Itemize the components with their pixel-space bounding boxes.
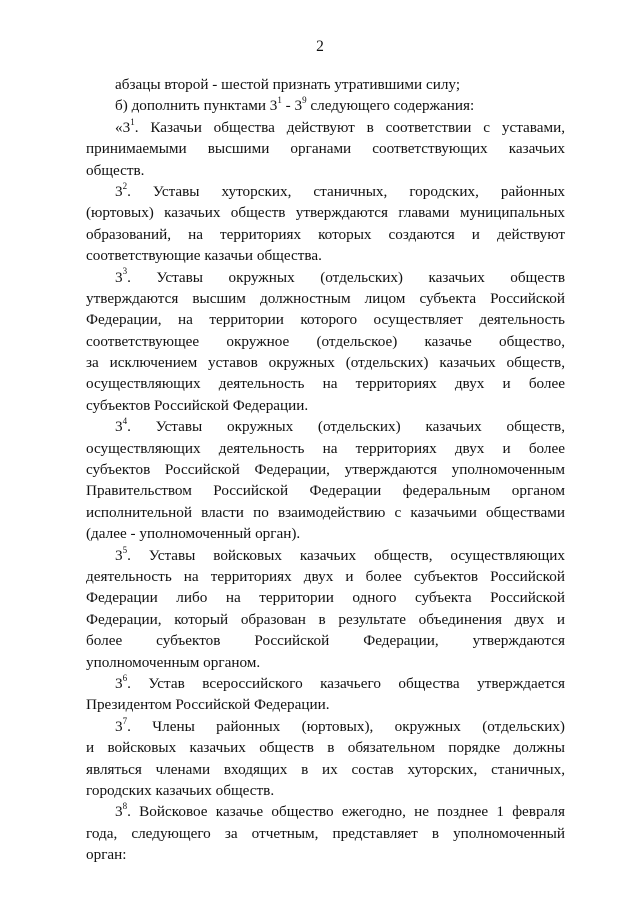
text-line: Президентом Российской Федерации.	[86, 696, 330, 714]
text-line: Федерации, который образован в результате объединения двух и	[86, 610, 565, 628]
text-line: исполнительной власти по взаимодействию с казачьими обществами	[86, 503, 565, 521]
text-line: соответствующие казачьи общества.	[86, 247, 322, 265]
text-line: принимаемыми высшими органами соответствующих казачьих	[86, 140, 565, 158]
text-line: соответствующее окружное (отдельское) казачье общество,	[86, 332, 565, 350]
text-line: и войсковых казачьих обществ в обязательном порядке должны	[86, 739, 565, 757]
text-line: $3^4$. Уставы окружных (отдельских) казачьих обществ,	[115, 416, 565, 436]
text-line: $3^5$. Уставы войсковых казачьих обществ, осуществляющих	[115, 544, 565, 564]
text-line: Федерации либо на территории одного субъекта Российской	[86, 589, 565, 607]
text-line: более субъектов Российской Федерации, утверждаются	[86, 632, 565, 650]
text-line: б) дополнить пунктами $3^1 - 3^9$ следующего содержания:	[115, 95, 475, 115]
text-line: за исключением уставов окружных (отдельских) казачьих обществ,	[86, 354, 565, 372]
text-line: орган:	[86, 846, 127, 864]
text-line: $3^7$. Члены районных (юртовых), окружных (отдельских)	[115, 715, 565, 735]
text-line: уполномоченным органом.	[86, 653, 261, 671]
text-line: субъектов Российской Федерации, утверждаются уполномоченным	[86, 461, 565, 479]
text-line: осуществляющих деятельность на территориях двух и более	[86, 439, 565, 457]
text-line: $3^6$. Устав всероссийского казачьего общества утверждается	[115, 672, 565, 692]
text-line: обществ.	[86, 161, 145, 179]
text-line: «$3^1$. Казачьи общества действуют в соответствии с уставами,	[115, 116, 565, 136]
text-line: образований, на территориях которых создаются и действуют	[86, 225, 565, 243]
text-line: абзацы второй - шестой признать утратившими силу;	[115, 76, 461, 93]
text-line: осуществляющих деятельность на территориях двух и более	[86, 375, 565, 393]
text-line: (далее - уполномоченный орган).	[86, 525, 301, 543]
text-line: городских казачьих обществ.	[86, 781, 275, 799]
page-number: 2	[316, 38, 324, 55]
text-line: субъектов Российской Федерации.	[86, 396, 309, 414]
text-line: являться членами входящих в их состав хуторских, станичных,	[86, 760, 565, 778]
text-line: $3^3$. Уставы окружных (отдельских) казачьих обществ	[115, 266, 565, 286]
text-line: $3^2$. Уставы хуторских, станичных, городских, районных	[115, 180, 565, 200]
text-line: Правительством Российской Федерации федеральным органом	[86, 482, 565, 500]
text-line: $3^8$. Войсковое казачье общество ежегодно, не позднее 1 февраля	[115, 801, 565, 821]
text-line: года, следующего за отчетным, представляет в уполномоченный	[86, 824, 565, 842]
text-line: деятельность на территориях двух и более субъектов Российской	[86, 567, 565, 585]
body-text	[86, 74, 565, 865]
text-line: утверждаются высшим должностным лицом субъекта Российской	[86, 289, 565, 307]
text-line: Федерации, на территории которого осуществляет деятельность	[86, 311, 565, 329]
text-line: (юртовых) казачьих обществ утверждаются главами муниципальных	[86, 204, 565, 222]
